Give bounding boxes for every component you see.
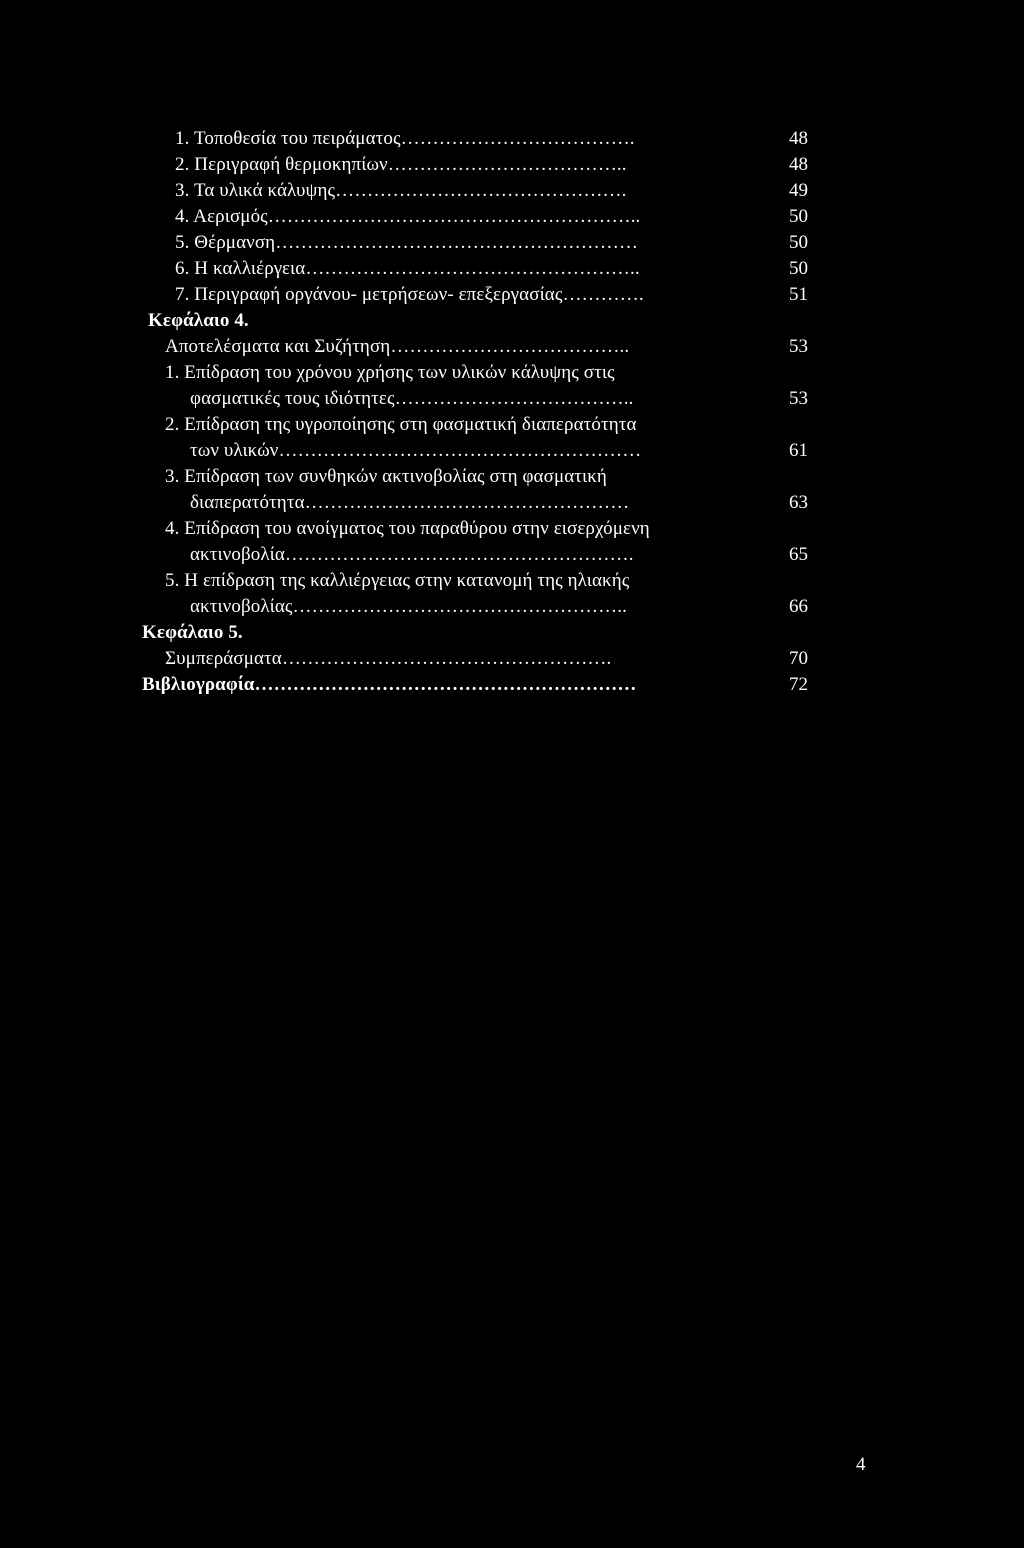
toc-entry-text: 3. Επίδραση των συνθηκών ακτινοβολίας στη φασματική	[165, 466, 607, 487]
toc-entry-text: 1. Επίδραση του χρόνου χρήσης των υλικών κάλυψης στις	[165, 362, 615, 383]
toc-entry-page: 50	[789, 206, 808, 227]
chapter-heading: Κεφάλαιο 4.	[148, 310, 249, 331]
toc-entry-text: Συμπεράσματα…………………………………………….	[165, 648, 612, 669]
toc-entry-text: ακτινοβολίας……………………………………………..	[190, 596, 627, 617]
toc-entry-text: 3. Τα υλικά κάλυψης……………………………………….	[175, 180, 627, 201]
bibliography-entry: Βιβλιογραφία……………………………………………………	[142, 674, 637, 695]
toc-entry-text: των υλικών…………………………………………………	[190, 440, 642, 461]
toc-entry-page: 50	[789, 258, 808, 279]
toc-entry-page: 53	[789, 336, 808, 357]
toc-entry-text: Αποτελέσματα και Συζήτηση………………………………..	[165, 336, 630, 357]
toc-entry-page: 66	[789, 596, 808, 617]
toc-entry-page: 50	[789, 232, 808, 253]
toc-entry-page: 53	[789, 388, 808, 409]
toc-entry-text: 6. Η καλλιέργεια……………………………………………..	[175, 258, 640, 279]
toc-entry-page: 48	[789, 128, 808, 149]
toc-entry-page: 72	[789, 674, 808, 695]
toc-entry-page: 49	[789, 180, 808, 201]
toc-entry-text: 2. Περιγραφή θερμοκηπίων………………………………..	[175, 154, 627, 175]
toc-entry-text: 4. Αερισμός…………………………………………………..	[175, 206, 641, 227]
page-number: 4	[856, 1454, 866, 1475]
toc-entry-page: 61	[789, 440, 808, 461]
toc-entry-text: 7. Περιγραφή οργάνου- μετρήσεων- επεξεργασίας………….	[175, 284, 644, 305]
toc-entry-text: φασματικές τους ιδιότητες………………………………..	[190, 388, 634, 409]
toc-entry-text: διαπερατότητα……………………………………………	[190, 492, 630, 513]
toc-entry-page: 70	[789, 648, 808, 669]
toc-entry-text: 1. Τοποθεσία του πειράματος……………………………….	[175, 128, 635, 149]
toc-entry-text: ακτινοβολία……………………………………………….	[190, 544, 634, 565]
toc-entry-text: 4. Επίδραση του ανοίγματος του παραθύρου στην εισερχόμενη	[165, 518, 650, 539]
toc-entry-page: 51	[789, 284, 808, 305]
toc-entry-text: 2. Επίδραση της υγροποίησης στη φασματική διαπερατότητα	[165, 414, 637, 435]
toc-entry-page: 65	[789, 544, 808, 565]
toc-entry-text: 5. Θέρμανση…………………………………………………	[175, 232, 639, 253]
toc-entry-page: 63	[789, 492, 808, 513]
toc-entry-text: 5. Η επίδραση της καλλιέργειας στην κατανομή της ηλιακής	[165, 570, 630, 591]
chapter-heading: Κεφάλαιο 5.	[142, 622, 243, 643]
toc-entry-page: 48	[789, 154, 808, 175]
